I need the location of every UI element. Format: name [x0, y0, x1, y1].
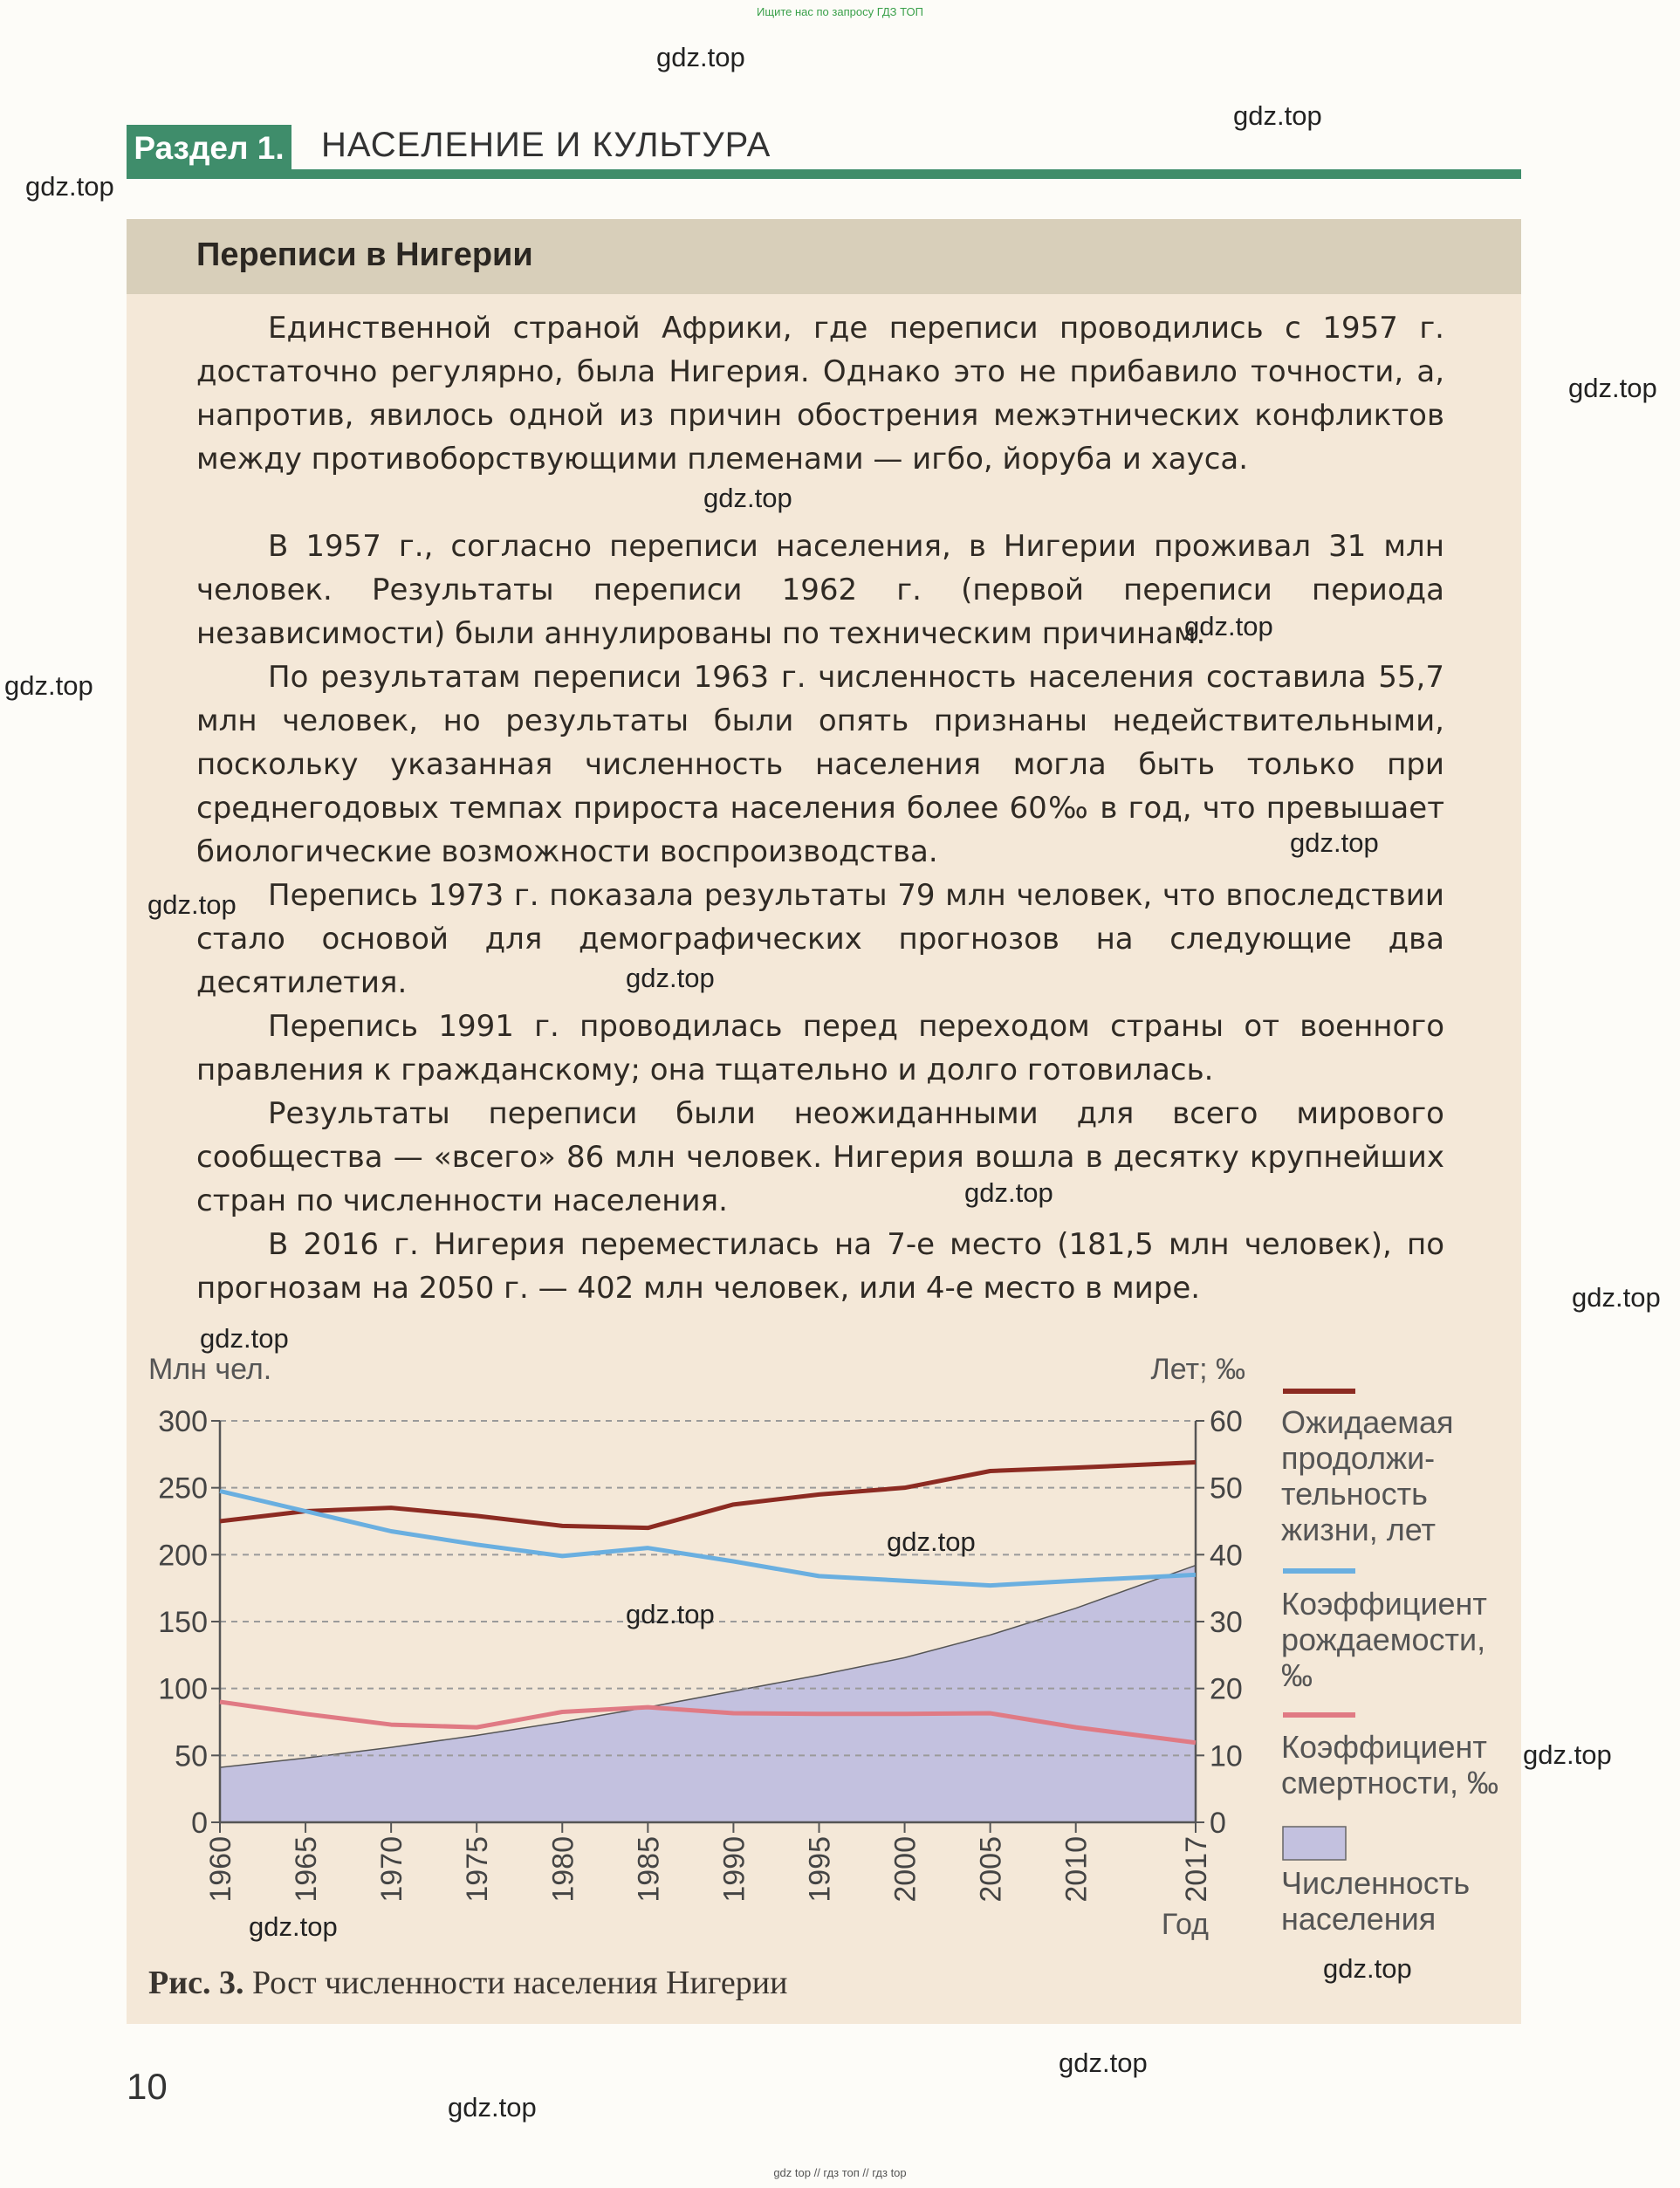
watermark: gdz.top — [1323, 1953, 1412, 1984]
right-tick-label: 50 — [1210, 1471, 1243, 1506]
right-tick-label: 20 — [1210, 1672, 1243, 1706]
left-tick-label: 0 — [191, 1807, 208, 1840]
box-title: Переписи в Нигерии — [196, 237, 533, 273]
watermark: gdz.top — [656, 42, 745, 72]
right-tick-label: 10 — [1210, 1739, 1243, 1773]
x-tick-label: 1960 — [204, 1836, 237, 1903]
watermark: gdz.top — [887, 1526, 976, 1557]
paragraph-3: По результатам переписи 1963 г. численность населения составила 55,7 млн человек, но результаты были опять признаны недействительными, поскольку указанная численность населения могла быть только при среднегодовых темпах прироста населения более 60‰ в год, что превышает биологические возможности воспроизводства. — [196, 660, 1444, 869]
legend-label-life-expectancy: Ожидаемая — [1281, 1404, 1454, 1440]
watermark: gdz.top — [1572, 1282, 1661, 1313]
right-tick-label: 0 — [1210, 1807, 1226, 1840]
watermark: gdz.top — [25, 171, 114, 202]
x-tick-label: 1970 — [375, 1836, 409, 1903]
watermark: gdz.top — [1290, 827, 1379, 858]
figure-caption — [148, 1964, 787, 2002]
top-note: Ищите нас по запросу ГДЗ ТОП — [757, 5, 923, 18]
left-axis-title: Млн чел. — [148, 1353, 272, 1386]
watermark: gdz.top — [1059, 2047, 1148, 2078]
legend-label-population: Численность — [1281, 1865, 1471, 1901]
paragraph-2: В 1957 г., согласно переписи населения, в Нигерии проживал 31 млн человек. Результаты переписи 1962 г. (первой переписи периода независимости) были аннулированы по техническим причинам. — [196, 529, 1444, 651]
watermark: gdz.top — [1523, 1739, 1612, 1770]
x-tick-label: 2000 — [888, 1836, 922, 1903]
left-tick-label: 200 — [158, 1539, 208, 1573]
series-line-1 — [220, 1463, 1196, 1528]
watermark: gdz.top — [448, 2092, 537, 2123]
page-number: 10 — [127, 2066, 168, 2107]
left-tick-label: 50 — [175, 1739, 208, 1773]
caption-title: Рост численности населения Нигерии — [251, 1965, 788, 2001]
watermark: gdz.top — [1568, 373, 1657, 403]
legend-label-death-rate: Коэффициент — [1281, 1729, 1487, 1765]
box-header — [127, 219, 1521, 294]
watermark: gdz.top — [626, 1599, 715, 1629]
section-rule — [127, 169, 1521, 179]
legend-label-life-expectancy: продолжи- — [1281, 1440, 1436, 1476]
legend-label-life-expectancy: жизни, лет — [1281, 1512, 1437, 1547]
paragraph-4: Перепись 1973 г. показала результаты 79 млн человек, что впоследствии стало основой для демографических прогнозов на следующие два десятилетия. — [196, 878, 1444, 1000]
x-tick-label: 1980 — [546, 1836, 580, 1903]
section-title: НАСЕЛЕНИЕ И КУЛЬТУРА — [321, 126, 771, 164]
left-tick-label: 100 — [158, 1672, 208, 1706]
paragraph-6: Результаты переписи были неожиданными для всего мирового сообщества — «всего» 86 млн человек. Нигерия вошла в десятку крупнейших стран по численности населения. — [196, 1096, 1444, 1218]
legend-label-birth-rate: рождаемости, — [1281, 1622, 1486, 1657]
watermark: gdz.top — [4, 670, 93, 701]
x-tick-label: 1995 — [803, 1836, 837, 1903]
legend-label-birth-rate: Коэффициент — [1281, 1586, 1487, 1622]
paragraph-7: В 2016 г. Нигерия переместилась на 7-е место (181,5 млн человек), по прогнозам на 2050 г. — 402 млн человек, или 4-е место в мире. — [196, 1227, 1444, 1306]
legend-label-population: населения — [1281, 1901, 1437, 1937]
x-tick-label: 2017 — [1180, 1836, 1213, 1903]
left-tick-label: 300 — [158, 1405, 208, 1438]
x-axis-title: Год — [1161, 1908, 1209, 1941]
right-tick-label: 40 — [1210, 1539, 1243, 1573]
watermark: gdz.top — [964, 1177, 1053, 1208]
right-tick-label: 60 — [1210, 1405, 1243, 1438]
watermark: gdz.top — [1184, 611, 1273, 641]
right-axis-title: Лет; ‰ — [1150, 1353, 1245, 1386]
x-tick-label: 1985 — [632, 1836, 666, 1903]
x-tick-label: 2005 — [974, 1836, 1008, 1903]
watermark: gdz.top — [200, 1323, 289, 1354]
x-tick-label: 2010 — [1059, 1836, 1094, 1903]
legend-label-life-expectancy: тельность — [1281, 1476, 1428, 1512]
watermark: gdz.top — [249, 1911, 338, 1942]
series-line-2 — [220, 1492, 1196, 1586]
paragraph-1: Единственной страной Африки, где переписи проводились с 1957 г. достаточно регулярно, была Нигерия. Однако это не прибавило точности, а, напротив, явилось одной из причин обострения межэтнических конфликтов между противоборствующими племенами — игбо, йоруба и хауса. — [196, 311, 1444, 477]
watermark: gdz.top — [1233, 100, 1322, 131]
legend-label-death-rate: смертности, ‰ — [1281, 1765, 1498, 1800]
right-tick-label: 30 — [1210, 1606, 1243, 1639]
bottom-note: gdz top // гдз топ // гдз top — [773, 2166, 907, 2179]
x-tick-label: 1965 — [290, 1836, 324, 1903]
section-tag: Раздел 1. — [127, 125, 291, 172]
watermark: gdz.top — [626, 963, 715, 993]
paragraph-5: Перепись 1991 г. проводилась перед переходом страны от военного правления к гражданскому; она тщательно и долго готовилась. — [196, 1009, 1444, 1087]
legend-label-birth-rate: ‰ — [1281, 1657, 1313, 1693]
legend-swatch-population — [1283, 1827, 1346, 1860]
x-tick-label: 1975 — [461, 1836, 495, 1903]
population-chart — [127, 1335, 1521, 1946]
watermark: gdz.top — [147, 889, 237, 920]
caption-prefix: Рис. 3. — [148, 1965, 244, 2001]
x-tick-label: 1990 — [717, 1836, 751, 1903]
watermark: gdz.top — [703, 483, 792, 513]
left-tick-label: 150 — [158, 1606, 208, 1639]
left-tick-label: 250 — [158, 1471, 208, 1506]
